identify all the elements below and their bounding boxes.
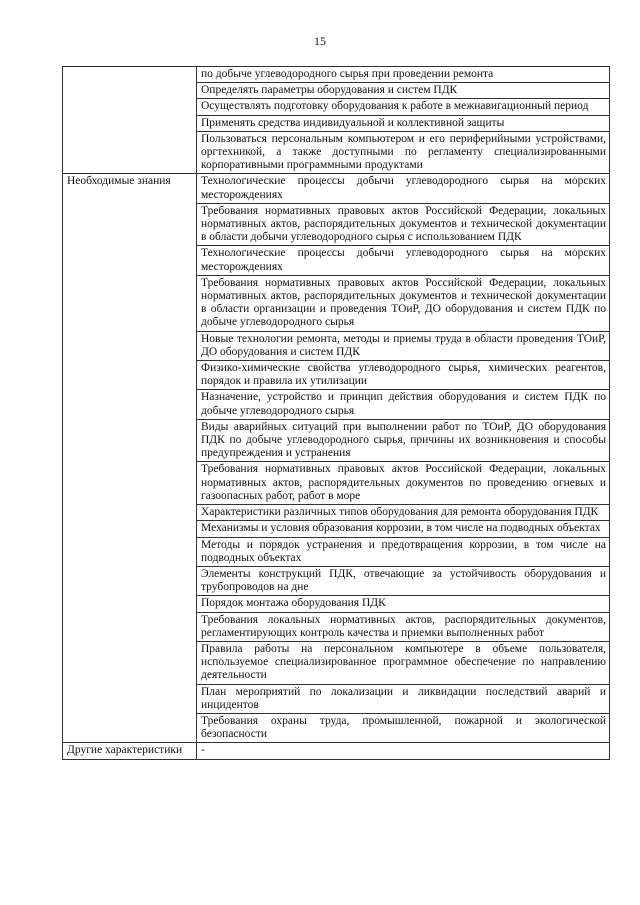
row-text: Требования локальных нормативных актов, распорядительных документов, регламентирующих контроль качества и приемки выполненных работ bbox=[201, 613, 606, 639]
row-text: Требования нормативных правовых актов Российской Федерации, локальных нормативных актов, распорядительных документов и технической документации в области организации и проведения ТОиР, ДО оборудования и систем ПДК по добыче углеводородного сырья bbox=[201, 276, 606, 329]
row-content-cell bbox=[197, 131, 610, 174]
row-content-cell bbox=[197, 537, 610, 566]
row-label: Другие характеристики bbox=[67, 744, 183, 757]
row-content-cell bbox=[197, 115, 610, 131]
table-body bbox=[63, 67, 610, 760]
table-row bbox=[63, 67, 610, 83]
row-label-cell bbox=[63, 67, 197, 174]
row-label: Необходимые знания bbox=[67, 175, 171, 188]
row-content-cell bbox=[197, 713, 610, 742]
row-text: Определять параметры оборудования и систем ПДК bbox=[201, 84, 458, 97]
row-text: Элементы конструкций ПДК, отвечающие за устойчивость оборудования и трубопроводов на дне bbox=[201, 567, 606, 594]
row-content-cell bbox=[197, 684, 610, 713]
table-row bbox=[63, 174, 610, 203]
row-text: Назначение, устройство и принцип действия оборудования и систем ПДК по добыче углеводородного сырья bbox=[201, 391, 606, 417]
row-text: Виды аварийных ситуаций при выполнении работ по ТОиР, ДО оборудования ПДК по добыче углеводородного сырья, причины их возникновения и способы предупреждения и устранения bbox=[201, 420, 606, 460]
row-content-cell bbox=[197, 641, 610, 684]
row-text: Порядок монтажа оборудования ПДК bbox=[201, 597, 386, 610]
row-text: Новые технологии ремонта, методы и приемы труда в области проведения ТОиР, ДО оборудования и систем ПДК bbox=[201, 332, 606, 358]
row-content-cell bbox=[197, 505, 610, 521]
row-text: Технологические процессы добычи углеводородного сырья на морских месторождениях bbox=[201, 175, 606, 201]
row-content-cell bbox=[197, 99, 610, 115]
row-text: Методы и порядок устранения и предотвращения коррозии, в том числе на подводных объектах bbox=[201, 538, 606, 564]
row-content-cell bbox=[197, 67, 610, 83]
row-content-cell bbox=[197, 612, 610, 641]
row-text: по добыче углеводородного сырья при проведении ремонта bbox=[201, 68, 494, 80]
row-content-cell bbox=[197, 419, 610, 462]
row-text: План мероприятий по локализации и ликвидации последствий аварий и инцидентов bbox=[201, 685, 606, 711]
row-text: Физико-химические свойства углеводородного сырья, химических реагентов, порядок и правила их утилизации bbox=[201, 362, 606, 388]
row-content-cell bbox=[197, 83, 610, 99]
row-content-cell bbox=[197, 331, 610, 360]
row-content-cell bbox=[197, 390, 610, 419]
row-content-cell bbox=[197, 203, 610, 246]
row-content-cell bbox=[197, 361, 610, 390]
row-label-cell bbox=[63, 743, 197, 759]
row-text: Требования нормативных правовых актов Российской Федерации, локальных нормативных актов, распорядительных документов по проведению огневых и газоопасных работ, работ в море bbox=[201, 463, 606, 502]
qualification-table bbox=[62, 66, 610, 760]
row-content-cell bbox=[197, 743, 610, 759]
row-text: Технологические процессы добычи углеводородного сырья на морских месторождениях bbox=[201, 247, 606, 273]
row-text: Требования охраны труда, промышленной, пожарной и экологической безопасности bbox=[201, 714, 606, 741]
row-content-cell bbox=[197, 596, 610, 612]
row-content-cell bbox=[197, 275, 610, 331]
row-text: Применять средства индивидуальной и коллективной защиты bbox=[201, 116, 505, 129]
row-text: Механизмы и условия образования коррозии, в том числе на подводных объектах bbox=[201, 522, 601, 535]
row-content-cell bbox=[197, 566, 610, 595]
row-content-cell bbox=[197, 174, 610, 203]
row-text: - bbox=[201, 744, 205, 757]
row-text: Характеристики различных типов оборудования для ремонта оборудования ПДК bbox=[201, 506, 599, 519]
row-text: Правила работы на персональном компьютере в объеме пользователя, используемое специализированное программное обеспечение по направлению деятельности bbox=[201, 642, 606, 682]
row-text: Пользоваться персональным компьютером и его периферийными устройствами, оргтехникой, а также доступными по регламенту специализированными корпоративными программными продуктами bbox=[201, 132, 606, 172]
row-content-cell bbox=[197, 462, 610, 505]
row-content-cell bbox=[197, 521, 610, 537]
row-label-cell bbox=[63, 174, 197, 743]
page-number: 15 bbox=[314, 34, 326, 48]
row-content-cell bbox=[197, 246, 610, 275]
row-text: Осуществлять подготовку оборудования к работе в межнавигационный период bbox=[201, 100, 589, 113]
row-text: Требования нормативных правовых актов Российской Федерации, локальных нормативных актов, распорядительных документов и технической документации в области добычи углеводородного сырья с использованием ПДК bbox=[201, 204, 606, 244]
table-row bbox=[63, 743, 610, 759]
